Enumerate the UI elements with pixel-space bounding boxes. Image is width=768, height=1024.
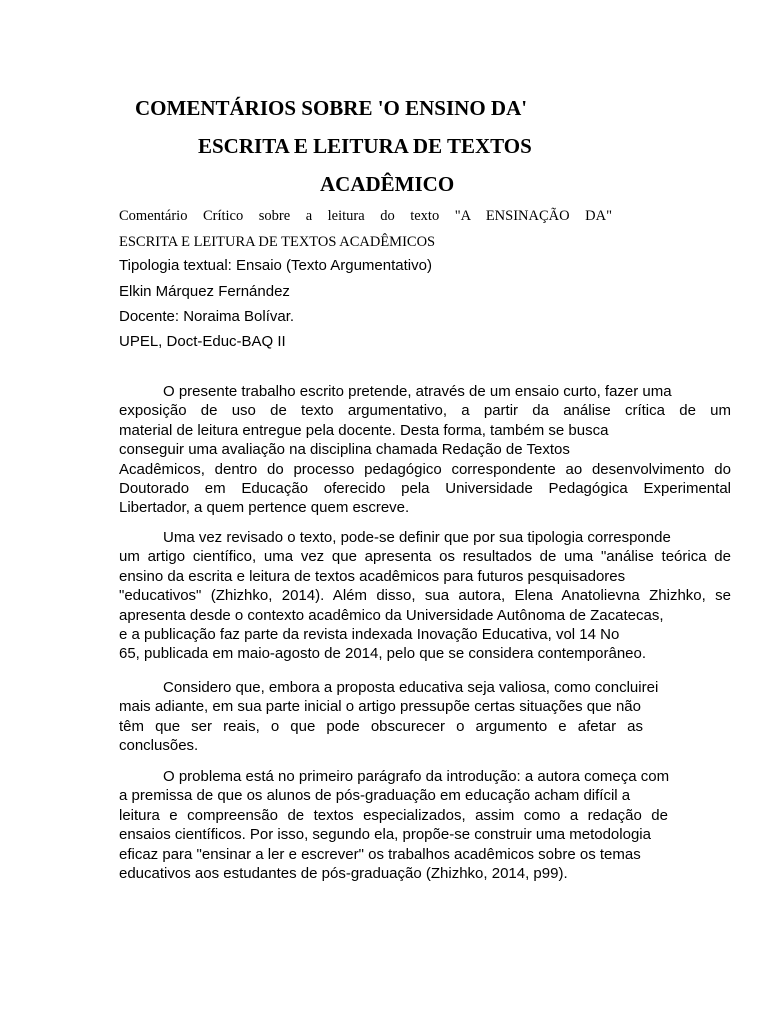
paragraph-line: Considero que, embora a proposta educativa seja valiosa, como concluirei: [163, 679, 659, 696]
paragraph-line: Doutorado em Educação oferecido pela Universidade Pedagógica Experimental: [119, 479, 731, 497]
paragraph-line: 65, publicada em maio-agosto de 2014, pelo que se considera contemporâneo.: [119, 645, 647, 663]
paragraph-line: e a publicação faz parte da revista indexada Inovação Educativa, vol 14 No: [119, 625, 620, 643]
paragraph-line: mais adiante, em sua parte inicial o artigo pressupõe certas situações que não: [119, 698, 641, 716]
paragraph-line: ensaios científicos. Por isso, segundo ela, propõe-se construir uma metodologia: [119, 826, 651, 844]
author-name: Elkin Márquez Fernández: [119, 283, 290, 300]
paragraph-line: apresenta desde o contexto acadêmico da Universidade Autônoma de Zacatecas,: [119, 606, 664, 624]
title-line-2: ESCRITA E LEITURA DE TEXTOS: [198, 134, 532, 158]
paragraph-line: leitura e compreensão de textos especializados, assim como a redação de: [119, 806, 668, 824]
paragraph-2: [119, 528, 731, 664]
paragraph-line: um artigo científico, uma vez que apresenta os resultados de uma "análise teórica de: [119, 548, 731, 566]
paragraph-line: conseguir uma avaliação na disciplina chamada Redação de Textos: [119, 441, 570, 459]
paragraph-line: O problema está no primeiro parágrafo da introdução: a autora começa com: [163, 768, 670, 785]
paragraph-4: [119, 767, 731, 883]
paragraph-line: conclusões.: [119, 737, 199, 755]
teacher-name: Docente: Noraima Bolívar.: [119, 308, 295, 325]
paragraph-line: eficaz para "ensinar a ler e escrever" os trabalhos acadêmicos sobre os temas: [119, 845, 641, 863]
paragraph-line: Libertador, a quem pertence quem escreve.: [119, 499, 410, 517]
paragraph-line: educativos aos estudantes de pós-graduação (Zhizhko, 2014, p99).: [119, 864, 568, 882]
paragraph-1: [119, 382, 731, 518]
paragraph-line: O presente trabalho escrito pretende, através de um ensaio curto, fazer uma: [163, 383, 672, 400]
title-line-1: COMENTÁRIOS SOBRE 'O ENSINO DA': [135, 96, 528, 120]
paragraph-3: [119, 678, 731, 756]
title-line-3: ACADÊMICO: [320, 172, 455, 196]
paragraph-line: exposição de uso de texto argumentativo, a partir da análise crítica de um: [119, 402, 731, 420]
paragraph-line: material de leitura entregue pela docente. Desta forma, também se busca: [119, 421, 609, 439]
institution: UPEL, Doct-Educ-BAQ II: [119, 333, 286, 350]
subtitle-line-2: ESCRITA E LEITURA DE TEXTOS ACADÊMICOS: [119, 234, 436, 250]
paragraph-line: têm que ser reais, o que pode obscurecer o argumento e afetar as: [119, 717, 643, 735]
paragraph-line: "educativos" (Zhizhko, 2014). Além disso, sua autora, Elena Anatolievna Zhizhko, se: [119, 587, 731, 605]
paragraph-line: ensino da escrita e leitura de textos acadêmicos para futuros pesquisadores: [119, 567, 626, 585]
paragraph-line: Uma vez revisado o texto, pode-se definir que por sua tipologia corresponde: [163, 529, 671, 546]
text-typology: Tipologia textual: Ensaio (Texto Argumentativo): [119, 257, 432, 274]
paragraph-line: a premissa de que os alunos de pós-graduação em educação acham difícil a: [119, 787, 631, 805]
paragraph-line: Acadêmicos, dentro do processo pedagógico correspondente ao desenvolvimento do: [119, 460, 731, 478]
subtitle-line-1: Comentário Crítico sobre a leitura do texto "A ENSINAÇÃO DA": [119, 208, 612, 224]
